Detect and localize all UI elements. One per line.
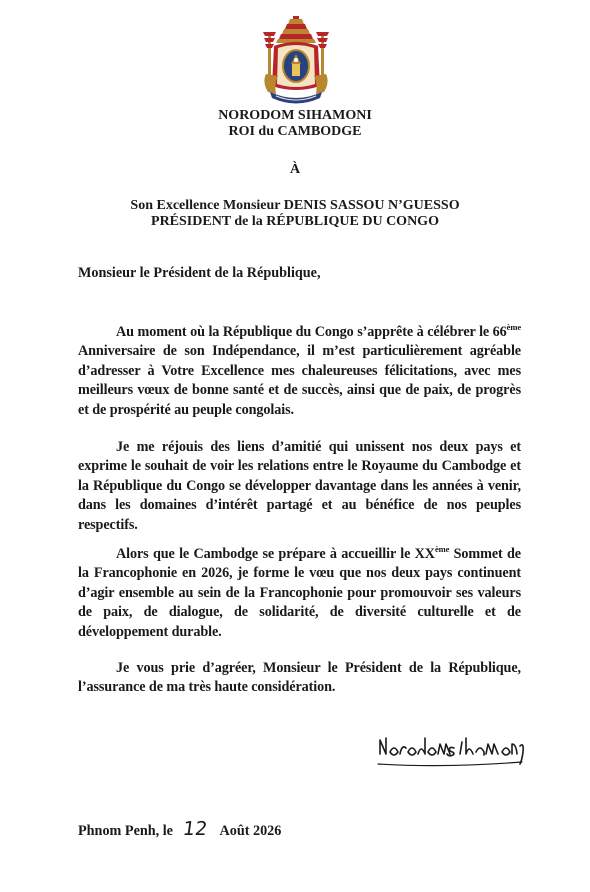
paragraph-closing: Je vous prie d’agréer, Monsieur le Président de la République, l’assurance de ma très haute considération. xyxy=(78,660,521,696)
salutation: Monsieur le Président de la République, xyxy=(78,265,321,281)
place-and-date xyxy=(78,818,281,840)
sender-title: ROI du CAMBODGE xyxy=(228,124,362,139)
paragraph-friendship: Je me réjouis des liens d’amitié qui unissent nos deux pays et exprime le souhait de voir les relations entre le Royaume du Cambodge et la République du Congo se développer davantage dans les années à venir, dans les domaines d’intérêt partagé et au bénéfice de nos peuples respectifs. xyxy=(78,439,521,533)
recipient-name: Son Excellence Monsieur DENIS SASSOU N’GUESSO xyxy=(130,198,460,213)
handwritten-signature-icon xyxy=(376,724,530,772)
royal-arms-of-cambodia-icon xyxy=(256,14,336,110)
handwritten-day: 12 xyxy=(180,818,209,840)
month-year: Août 2026 xyxy=(219,823,282,839)
place-label: Phnom Penh, le xyxy=(78,823,173,839)
recipient-title: PRÉSIDENT de la RÉPUBLIQUE DU CONGO xyxy=(151,214,439,229)
paragraph-congratulations: Au moment où la République du Congo s’apprête à célébrer le 66ème Anniversaire de son Indépendance, il m’est particulièrement agréable d’adresser à Votre Excellence mes chaleureuses félicitations, avec mes meilleurs vœux de bonne santé et de succès, ainsi que de paix, de progrès et de prospérité au peuple congolais. xyxy=(78,322,521,418)
sender-name: NORODOM SIHAMONI xyxy=(218,108,372,123)
addressed-to-label: À xyxy=(289,162,301,177)
paragraph-francophonie: Alors que le Cambodge se prépare à accueillir le XXème Sommet de la Francophonie en 2026, je forme le vœu que nos deux pays continuent d’agir ensemble au sein de la Francophonie pour promouvoir ses valeurs de paix, de dialogue, de solidarité, de diversité culturelle et de développement durable. xyxy=(78,544,521,640)
